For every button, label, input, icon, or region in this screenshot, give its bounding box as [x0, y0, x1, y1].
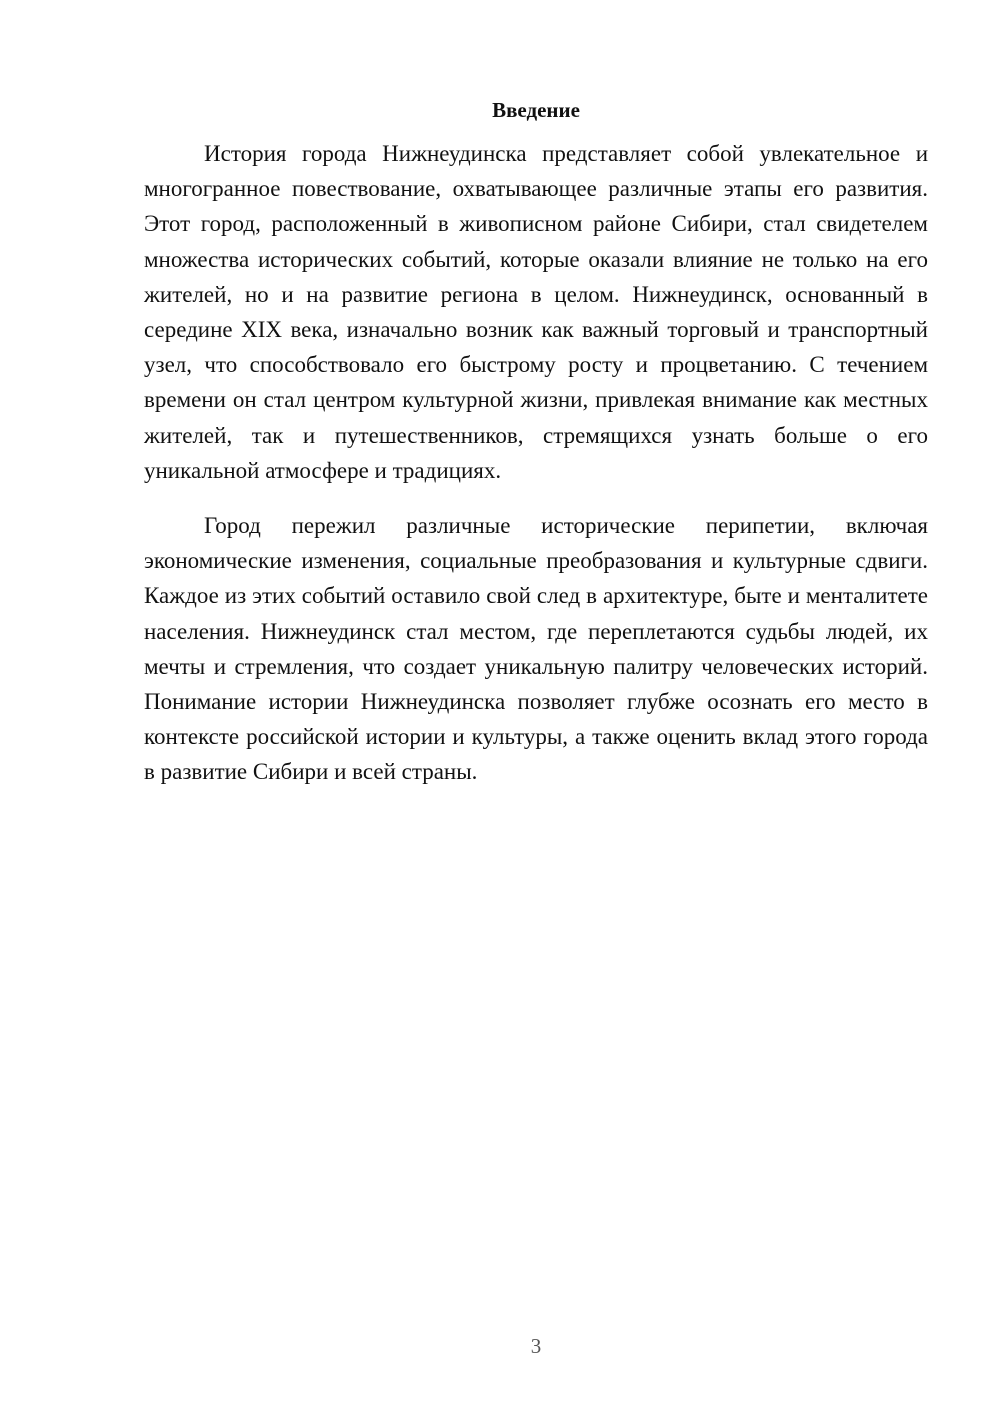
section-heading: Введение — [492, 98, 580, 122]
page-content — [144, 96, 928, 790]
page-number: 3 — [530, 1334, 542, 1358]
paragraph-2: Город пережил различные исторические перипетии, включая экономические изменения, социальные преобразования и культурные сдвиги. Каждое из этих событий оставило свой след в архитектуре, быте и менталитете населения. Нижнеудинск стал местом, где переплетаются судьбы людей, их мечты и стремления, что создает уникальную палитру человеческих историй. Понимание истории Нижнеудинска позволяет глубже осознать его место в контексте российской истории и культуры, а также оценить вклад этого города в развитие Сибири и всей страны. — [144, 513, 928, 785]
paragraph-1: История города Нижнеудинска представляет собой увлекательное и многогранное повествование, охватывающее различные этапы его развития. Этот город, расположенный в живописном районе Сибири, стал свидетелем множества исторических событий, которые оказали влияние не только на его жителей, но и на развитие региона в целом. Нижнеудинск, основанный в середине XIX века, изначально возник как важный торговый и транспортный узел, что способствовало его быстрому росту и процветанию. С течением времени он стал центром культурной жизни, привлекая внимание как местных жителей, так и путешественников, стремящихся узнать больше о его уникальной атмосфере и традициях. — [144, 141, 928, 483]
